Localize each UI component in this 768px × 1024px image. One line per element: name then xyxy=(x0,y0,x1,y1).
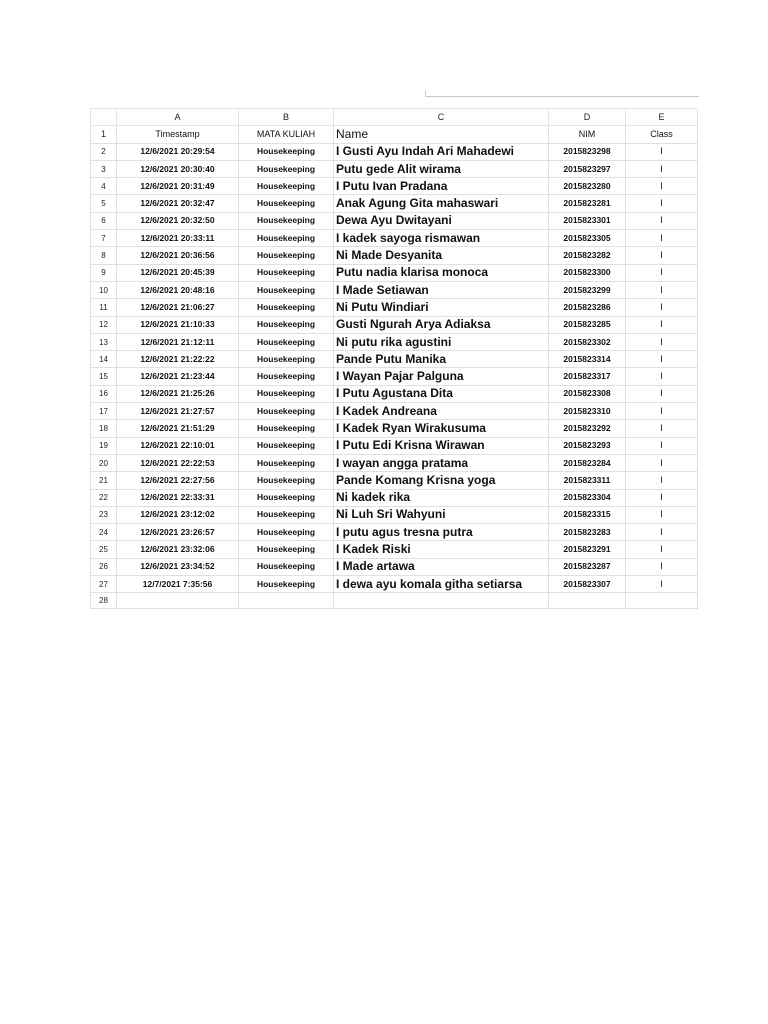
mata-kuliah-cell: Housekeeping xyxy=(239,333,334,350)
table-row xyxy=(91,247,698,264)
table-row xyxy=(91,299,698,316)
nim-cell: 2015823292 xyxy=(549,420,626,437)
mata-kuliah-cell: Housekeeping xyxy=(239,541,334,558)
nim-cell: 2015823302 xyxy=(549,333,626,350)
mata-kuliah-cell: Housekeeping xyxy=(239,160,334,177)
nim-cell: 2015823299 xyxy=(549,281,626,298)
mata-kuliah-cell: Housekeeping xyxy=(239,368,334,385)
timestamp-cell: 12/6/2021 21:12:11 xyxy=(117,333,239,350)
nim-cell: 2015823293 xyxy=(549,437,626,454)
row-number: 16 xyxy=(91,385,117,402)
class-cell: I xyxy=(626,299,698,316)
timestamp-cell: 12/6/2021 20:31:49 xyxy=(117,178,239,195)
mata-kuliah-cell: Housekeeping xyxy=(239,212,334,229)
mata-kuliah-cell: Housekeeping xyxy=(239,247,334,264)
timestamp-cell: 12/6/2021 23:26:57 xyxy=(117,524,239,541)
mata-kuliah-cell: Housekeeping xyxy=(239,264,334,281)
nim-cell: 2015823297 xyxy=(549,160,626,177)
name-cell: I Putu Edi Krisna Wirawan xyxy=(334,437,549,454)
timestamp-cell: 12/6/2021 21:10:33 xyxy=(117,316,239,333)
nim-cell: 2015823291 xyxy=(549,541,626,558)
name-cell: Ni Luh Sri Wahyuni xyxy=(334,506,549,523)
column-letter-row xyxy=(91,109,698,126)
timestamp-cell: 12/6/2021 21:51:29 xyxy=(117,420,239,437)
empty-cell xyxy=(334,593,549,609)
timestamp-cell: 12/6/2021 22:33:31 xyxy=(117,489,239,506)
class-cell: I xyxy=(626,454,698,471)
attendance-spreadsheet xyxy=(90,108,698,609)
class-cell: I xyxy=(626,178,698,195)
table-row xyxy=(91,403,698,420)
class-cell: I xyxy=(626,368,698,385)
class-cell: I xyxy=(626,264,698,281)
row-number: 24 xyxy=(91,524,117,541)
timestamp-cell: 12/6/2021 20:33:11 xyxy=(117,230,239,247)
empty-cell xyxy=(239,593,334,609)
timestamp-cell: 12/7/2021 7:35:56 xyxy=(117,576,239,593)
class-cell: I xyxy=(626,420,698,437)
row-number: 12 xyxy=(91,316,117,333)
row-number: 9 xyxy=(91,264,117,281)
class-cell: I xyxy=(626,160,698,177)
mata-kuliah-cell: Housekeeping xyxy=(239,178,334,195)
name-cell: I Putu Ivan Pradana xyxy=(334,178,549,195)
column-letter: C xyxy=(334,109,549,126)
class-cell: I xyxy=(626,195,698,212)
mata-kuliah-cell: Housekeeping xyxy=(239,195,334,212)
name-cell: Putu gede Alit wirama xyxy=(334,160,549,177)
row-number: 8 xyxy=(91,247,117,264)
timestamp-cell: 12/6/2021 21:25:26 xyxy=(117,385,239,402)
mata-kuliah-cell: Housekeeping xyxy=(239,403,334,420)
name-cell: I Kadek Andreana xyxy=(334,403,549,420)
column-letter: D xyxy=(549,109,626,126)
row-number: 27 xyxy=(91,576,117,593)
mata-kuliah-cell: Housekeeping xyxy=(239,506,334,523)
mata-kuliah-cell: Housekeeping xyxy=(239,420,334,437)
timestamp-cell: 12/6/2021 20:32:47 xyxy=(117,195,239,212)
row-number: 21 xyxy=(91,472,117,489)
timestamp-cell: 12/6/2021 21:22:22 xyxy=(117,351,239,368)
row-number: 19 xyxy=(91,437,117,454)
nim-cell: 2015823310 xyxy=(549,403,626,420)
mata-kuliah-cell: Housekeeping xyxy=(239,437,334,454)
name-cell: I kadek sayoga rismawan xyxy=(334,230,549,247)
class-cell: I xyxy=(626,316,698,333)
table-row xyxy=(91,385,698,402)
timestamp-cell: 12/6/2021 23:32:06 xyxy=(117,541,239,558)
table-row xyxy=(91,351,698,368)
class-cell: I xyxy=(626,333,698,350)
name-cell: I Made artawa xyxy=(334,558,549,575)
row-number: 2 xyxy=(91,143,117,160)
timestamp-cell: 12/6/2021 20:30:40 xyxy=(117,160,239,177)
timestamp-cell: 12/6/2021 23:34:52 xyxy=(117,558,239,575)
row-number: 18 xyxy=(91,420,117,437)
table-row xyxy=(91,160,698,177)
row-number: 1 xyxy=(91,126,117,143)
table-row xyxy=(91,143,698,160)
table-row xyxy=(91,178,698,195)
table-row xyxy=(91,368,698,385)
row-number: 5 xyxy=(91,195,117,212)
mata-kuliah-cell: Housekeeping xyxy=(239,299,334,316)
mata-kuliah-cell: Housekeeping xyxy=(239,472,334,489)
timestamp-cell: 12/6/2021 20:48:16 xyxy=(117,281,239,298)
row-number: 17 xyxy=(91,403,117,420)
mata-kuliah-cell: Housekeeping xyxy=(239,454,334,471)
table-row xyxy=(91,454,698,471)
timestamp-cell: 12/6/2021 22:10:01 xyxy=(117,437,239,454)
class-cell: I xyxy=(626,403,698,420)
class-cell: I xyxy=(626,437,698,454)
row-number: 11 xyxy=(91,299,117,316)
nim-cell: 2015823308 xyxy=(549,385,626,402)
timestamp-cell: 12/6/2021 21:23:44 xyxy=(117,368,239,385)
row-number: 22 xyxy=(91,489,117,506)
header-mata-kuliah: MATA KULIAH xyxy=(239,126,334,143)
timestamp-cell: 12/6/2021 20:36:56 xyxy=(117,247,239,264)
mata-kuliah-cell: Housekeeping xyxy=(239,558,334,575)
row-number: 4 xyxy=(91,178,117,195)
nim-cell: 2015823315 xyxy=(549,506,626,523)
nim-cell: 2015823285 xyxy=(549,316,626,333)
timestamp-cell: 12/6/2021 21:27:57 xyxy=(117,403,239,420)
nim-cell: 2015823305 xyxy=(549,230,626,247)
mata-kuliah-cell: Housekeeping xyxy=(239,385,334,402)
nim-cell: 2015823317 xyxy=(549,368,626,385)
class-cell: I xyxy=(626,143,698,160)
timestamp-cell: 12/6/2021 20:29:54 xyxy=(117,143,239,160)
table-row xyxy=(91,230,698,247)
row-number: 3 xyxy=(91,160,117,177)
name-cell: I Wayan Pajar Palguna xyxy=(334,368,549,385)
table-row xyxy=(91,333,698,350)
name-cell: Ni kadek rika xyxy=(334,489,549,506)
header-name: Name xyxy=(334,126,549,143)
timestamp-cell: 12/6/2021 21:06:27 xyxy=(117,299,239,316)
timestamp-cell: 12/6/2021 20:32:50 xyxy=(117,212,239,229)
nim-cell: 2015823287 xyxy=(549,558,626,575)
row-number: 13 xyxy=(91,333,117,350)
class-cell: I xyxy=(626,489,698,506)
table-row xyxy=(91,472,698,489)
class-cell: I xyxy=(626,541,698,558)
name-cell: I Kadek Ryan Wirakusuma xyxy=(334,420,549,437)
name-cell: Ni Made Desyanita xyxy=(334,247,549,264)
nim-cell: 2015823314 xyxy=(549,351,626,368)
class-cell: I xyxy=(626,576,698,593)
mata-kuliah-cell: Housekeeping xyxy=(239,143,334,160)
row-number: 20 xyxy=(91,454,117,471)
class-cell: I xyxy=(626,212,698,229)
header-row xyxy=(91,126,698,143)
nim-cell: 2015823298 xyxy=(549,143,626,160)
table-row xyxy=(91,264,698,281)
row-number: 10 xyxy=(91,281,117,298)
row-number: 26 xyxy=(91,558,117,575)
mata-kuliah-cell: Housekeeping xyxy=(239,351,334,368)
timestamp-cell: 12/6/2021 20:45:39 xyxy=(117,264,239,281)
table-row xyxy=(91,576,698,593)
table-row xyxy=(91,437,698,454)
row-number: 7 xyxy=(91,230,117,247)
row-number: 15 xyxy=(91,368,117,385)
timestamp-cell: 12/6/2021 22:27:56 xyxy=(117,472,239,489)
name-cell: Putu nadia klarisa monoca xyxy=(334,264,549,281)
table-row xyxy=(91,506,698,523)
column-letter: E xyxy=(626,109,698,126)
name-cell: Ni Putu Windiari xyxy=(334,299,549,316)
class-cell: I xyxy=(626,247,698,264)
name-cell: I dewa ayu komala githa setiarsa xyxy=(334,576,549,593)
name-cell: I Made Setiawan xyxy=(334,281,549,298)
table-row xyxy=(91,212,698,229)
row-number: 23 xyxy=(91,506,117,523)
header-timestamp: Timestamp xyxy=(117,126,239,143)
class-cell: I xyxy=(626,558,698,575)
class-cell: I xyxy=(626,230,698,247)
table-row xyxy=(91,558,698,575)
name-cell: I Gusti Ayu Indah Ari Mahadewi xyxy=(334,143,549,160)
table-row xyxy=(91,195,698,212)
mata-kuliah-cell: Housekeeping xyxy=(239,281,334,298)
nim-cell: 2015823284 xyxy=(549,454,626,471)
nim-cell: 2015823304 xyxy=(549,489,626,506)
header-nim: NIM xyxy=(549,126,626,143)
nim-cell: 2015823280 xyxy=(549,178,626,195)
class-cell: I xyxy=(626,351,698,368)
empty-cell xyxy=(626,593,698,609)
table-row xyxy=(91,524,698,541)
row-number: 25 xyxy=(91,541,117,558)
row-number: 6 xyxy=(91,212,117,229)
nim-cell: 2015823307 xyxy=(549,576,626,593)
table-row xyxy=(91,420,698,437)
empty-row xyxy=(91,593,698,609)
mata-kuliah-cell: Housekeeping xyxy=(239,230,334,247)
nim-cell: 2015823300 xyxy=(549,264,626,281)
corner-cell xyxy=(91,109,117,126)
name-cell: Anak Agung Gita mahaswari xyxy=(334,195,549,212)
empty-cell xyxy=(549,593,626,609)
timestamp-cell: 12/6/2021 22:22:53 xyxy=(117,454,239,471)
nim-cell: 2015823283 xyxy=(549,524,626,541)
name-cell: I Putu Agustana Dita xyxy=(334,385,549,402)
name-cell: Ni putu rika agustini xyxy=(334,333,549,350)
empty-cell xyxy=(117,593,239,609)
class-cell: I xyxy=(626,524,698,541)
mata-kuliah-cell: Housekeeping xyxy=(239,524,334,541)
class-cell: I xyxy=(626,506,698,523)
class-cell: I xyxy=(626,385,698,402)
top-rule xyxy=(425,90,699,97)
header-class: Class xyxy=(626,126,698,143)
mata-kuliah-cell: Housekeeping xyxy=(239,316,334,333)
class-cell: I xyxy=(626,472,698,489)
table-row xyxy=(91,316,698,333)
name-cell: I putu agus tresna putra xyxy=(334,524,549,541)
mata-kuliah-cell: Housekeeping xyxy=(239,489,334,506)
row-number: 28 xyxy=(91,593,117,609)
nim-cell: 2015823281 xyxy=(549,195,626,212)
column-letter: B xyxy=(239,109,334,126)
name-cell: Pande Komang Krisna yoga xyxy=(334,472,549,489)
name-cell: Gusti Ngurah Arya Adiaksa xyxy=(334,316,549,333)
name-cell: I Kadek Riski xyxy=(334,541,549,558)
nim-cell: 2015823286 xyxy=(549,299,626,316)
table-row xyxy=(91,541,698,558)
row-number: 14 xyxy=(91,351,117,368)
table-row xyxy=(91,281,698,298)
name-cell: Dewa Ayu Dwitayani xyxy=(334,212,549,229)
class-cell: I xyxy=(626,281,698,298)
name-cell: Pande Putu Manika xyxy=(334,351,549,368)
mata-kuliah-cell: Housekeeping xyxy=(239,576,334,593)
column-letter: A xyxy=(117,109,239,126)
nim-cell: 2015823301 xyxy=(549,212,626,229)
timestamp-cell: 12/6/2021 23:12:02 xyxy=(117,506,239,523)
nim-cell: 2015823311 xyxy=(549,472,626,489)
nim-cell: 2015823282 xyxy=(549,247,626,264)
table-row xyxy=(91,489,698,506)
name-cell: I wayan angga pratama xyxy=(334,454,549,471)
